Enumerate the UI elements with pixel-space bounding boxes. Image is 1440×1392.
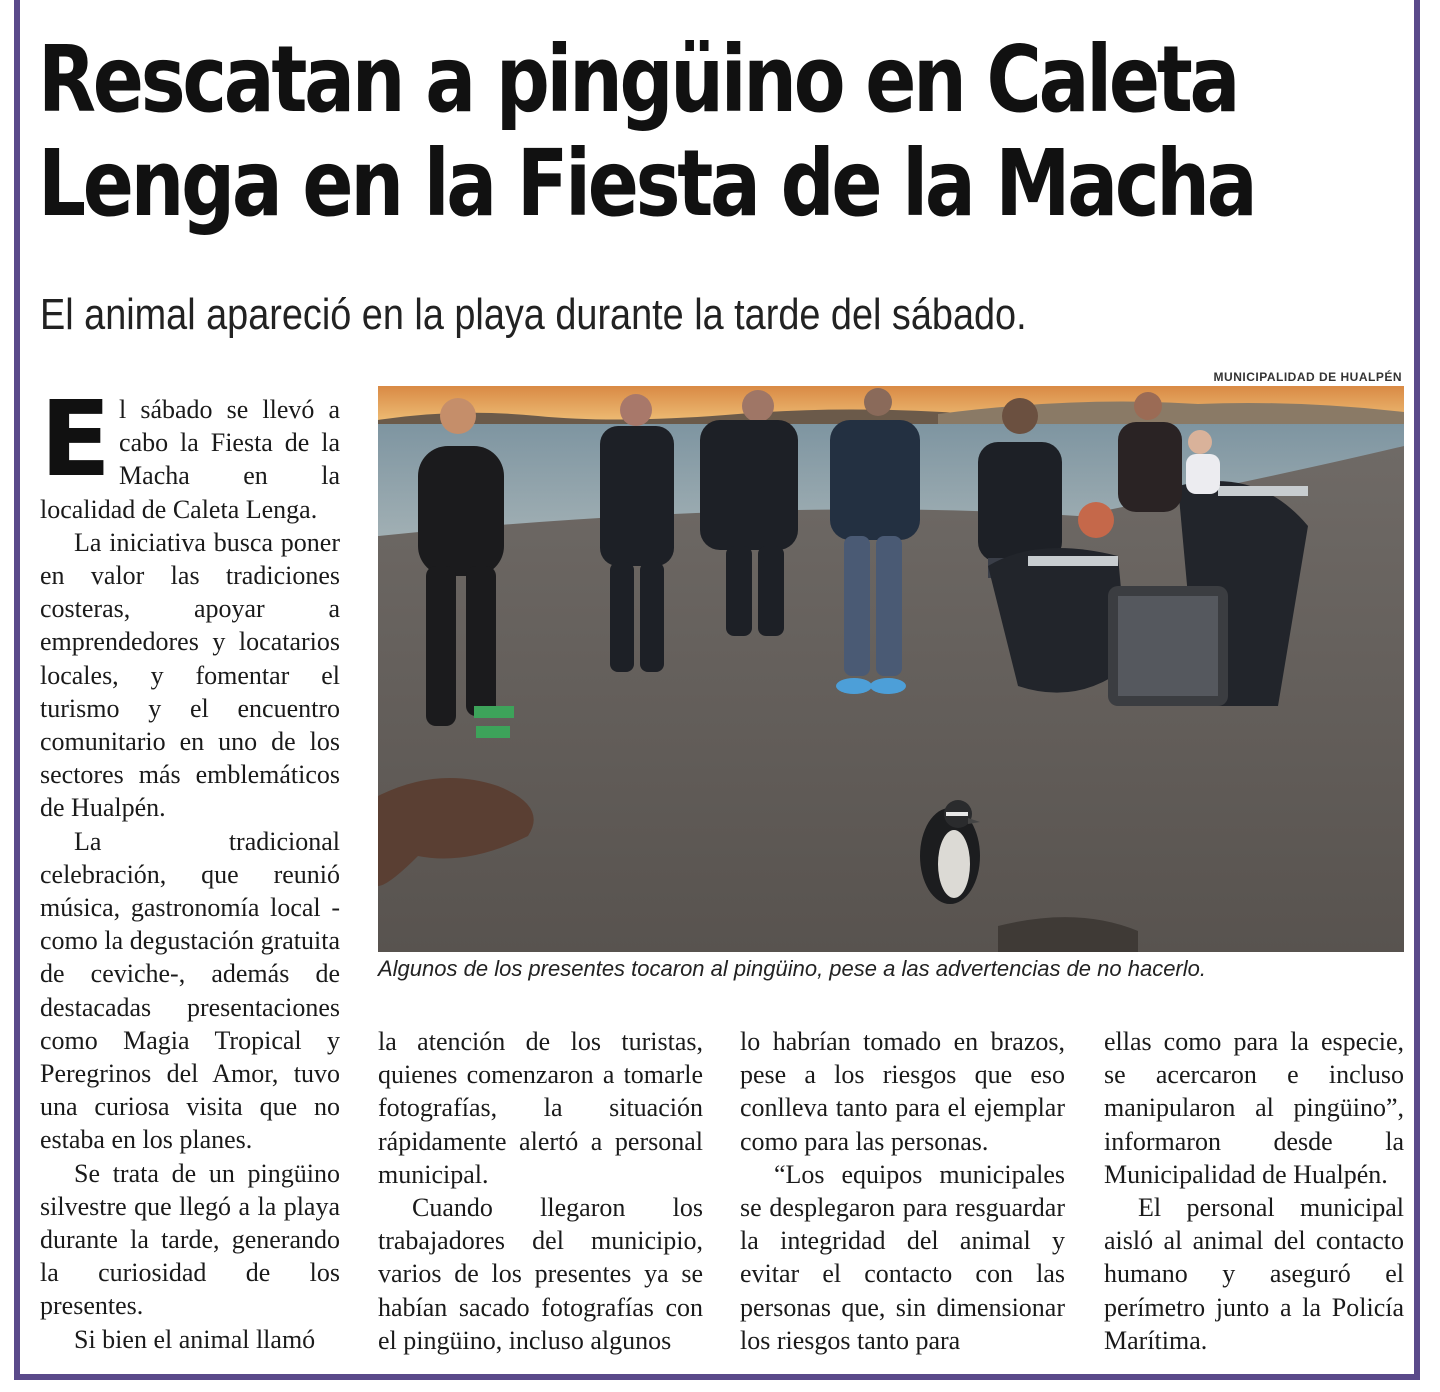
paragraph: La tradicional celebración, que reunió música, gastronomía local -como la degustación gratuita de ceviche-, además de destacadas presentaciones como Magia Tropical y Peregrinos del Amor, tuvo una curiosa visita que no estaba en los planes. xyxy=(40,826,340,1155)
subheadline: El animal apareció en la playa durante la tarde del sábado. xyxy=(40,290,1027,339)
photo-caption: Algunos de los presentes tocaron al pingüino, pese a las advertencias de no hacerlo. xyxy=(378,956,1206,981)
article-column-2 xyxy=(378,1025,703,1357)
article-column-4 xyxy=(1104,1025,1404,1357)
paragraph: La iniciativa busca poner en valor las tradiciones costeras, apoyar a emprendedores y locatarios locales, y fomentar el turismo y el encuentro comunitario en uno de los sectores más emblemáticos de Hualpén. xyxy=(40,527,340,823)
headline-line-1: Rescatan a pingüino en Caleta xyxy=(38,26,1238,133)
headline xyxy=(38,26,1255,237)
paragraph: El sábado se llevó a cabo la Fiesta de la Macha en la localidad de Caleta Lenga. xyxy=(40,378,340,524)
drop-cap: E xyxy=(40,378,112,500)
article-photo xyxy=(378,386,1404,952)
paragraph: la atención de los turistas, quienes comenzaron a tomarle fotografías, la situación rápidamente alertó a personal municipal. xyxy=(378,1027,703,1189)
paragraph: Cuando llegaron los trabajadores del municipio, varios de los presentes ya se habían sacado fotografías con el pingüino, incluso algunos xyxy=(378,1193,703,1355)
paragraph: ellas como para la especie, se acercaron e incluso manipularon al pingüino”, informaron desde la Municipalidad de Hualpén. xyxy=(1104,1027,1404,1189)
article-column-3 xyxy=(740,1025,1065,1357)
paragraph: El personal municipal aisló al animal del contacto humano y aseguró el perímetro junto a la Policía Marítima. xyxy=(1104,1193,1404,1355)
photo-credit: MUNICIPALIDAD DE HUALPÉN xyxy=(1213,370,1402,384)
article-column-1 xyxy=(40,378,340,1356)
headline-line-2: Lenga en la Fiesta de la Macha xyxy=(38,130,1255,237)
paragraph: lo habrían tomado en brazos, pese a los riesgos que eso conlleva tanto para el ejemplar como para las personas. xyxy=(740,1027,1065,1156)
paragraph: Se trata de un pingüino silvestre que llegó a la playa durante la tarde, generando la curiosidad de los presentes. xyxy=(40,1158,340,1321)
paragraph: Si bien el animal llamó xyxy=(74,1324,316,1354)
crate xyxy=(1108,586,1228,706)
paragraph: “Los equipos municipales se desplegaron para resguardar la integridad del animal y evitar el contacto con las personas que, sin dimensionar los riesgos tanto para xyxy=(740,1159,1065,1355)
